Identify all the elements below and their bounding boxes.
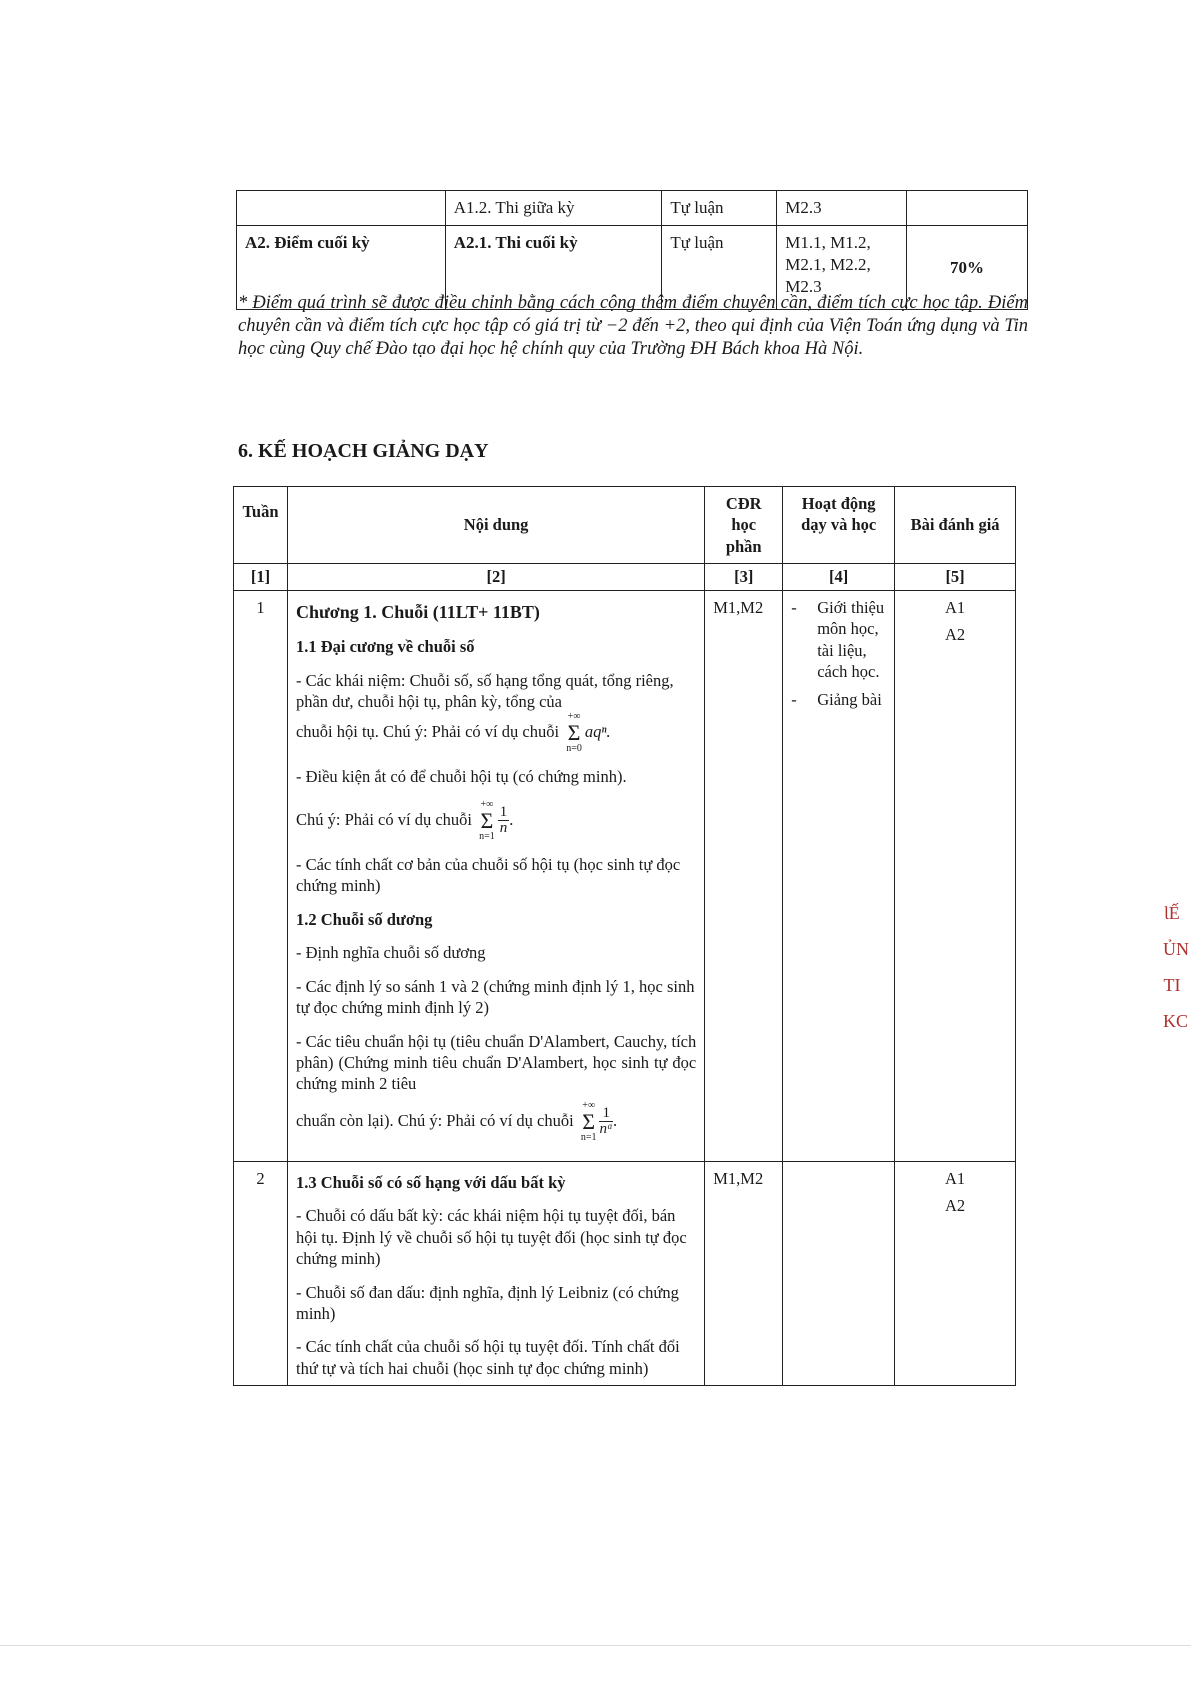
col-number: [3] [705, 564, 783, 590]
section-heading: 6. KẾ HOẠCH GIẢNG DẠY [238, 440, 489, 462]
assess-cell [237, 191, 446, 226]
col-header-content: Nội dung [287, 487, 704, 564]
content-item: - Chuỗi có dấu bất kỳ: các khái niệm hội tụ tuyệt đối, bán hội tụ. Định lý về chuỗi số hội tụ tuyệt đối (học sinh tự đọc chứng minh) [295, 1206, 687, 1269]
denominator: n [499, 820, 508, 837]
col-number: [1] [234, 564, 288, 590]
eval-cell [895, 590, 1016, 1161]
activity-list [791, 597, 886, 710]
sum-upper: +∞ [480, 798, 494, 810]
list-item: - Giảng bài [791, 689, 886, 710]
assess-cell: M2.3 [777, 191, 907, 226]
eval-item: A2 [944, 1196, 966, 1216]
content-text: chuẩn còn lại). Chú ý: Phải có ví dụ chuỗi [295, 1110, 574, 1130]
eval-item: A1 [944, 597, 966, 617]
cdr-line: M1.1, M1.2, [785, 233, 871, 253]
activity-cell [783, 590, 895, 1161]
sigma-icon: Σ [480, 807, 494, 833]
week-number: 2 [234, 1161, 288, 1386]
cdr-line: M2.1, M2.2, [785, 255, 871, 275]
summation-formula [566, 712, 582, 754]
margin-mark: ƖẾ [1164, 903, 1180, 923]
eval-cell [895, 1161, 1016, 1386]
numerator: 1 [499, 803, 508, 820]
content-text: chuỗi hội tụ. Chú ý: Phải có ví dụ chuỗi [295, 722, 560, 742]
teaching-plan-table [233, 486, 1016, 1386]
content-item: chuẩn còn lại). Chú ý: Phải có ví dụ chuỗi +∞ Σ n=1 $\frac{1}{\text{nᵅ}}$ . [295, 1099, 618, 1143]
chapter-title: Chương 1. Chuỗi (11LT+ 11BT) [295, 601, 540, 622]
number-row [234, 564, 1016, 590]
col-header-cdr: CĐR học phần [705, 487, 783, 564]
cdr-cell: M1,M2 [705, 1161, 783, 1386]
week-content [287, 1161, 704, 1386]
content-item [296, 712, 696, 754]
col-number: [2] [287, 564, 704, 590]
assess-cell: Tự luận [662, 226, 777, 310]
content-item: - Chuỗi số đan dấu: định nghĩa, định lý Leibniz (có chứng minh) [295, 1282, 679, 1324]
week-content [287, 590, 704, 1161]
sum-lower: n=1 [580, 1131, 597, 1143]
margin-mark: ỦN [1163, 939, 1189, 959]
sum-upper: +∞ [567, 711, 581, 723]
eval-item: A1 [944, 1168, 966, 1188]
col-number: [4] [783, 564, 895, 590]
activity-cell [783, 1161, 895, 1386]
sum-lower: n=1 [479, 830, 495, 842]
section-title: 1.3 Chuỗi số có số hạng với dấu bất kỳ [295, 1172, 566, 1192]
margin-mark: TI [1163, 975, 1181, 995]
col-header-week: Tuần [234, 487, 288, 564]
content-item: - Các tính chất của chuỗi số hội tụ tuyệt đối. Tính chất đổi thứ tự và tích hai chuỗi (học sinh tự đọc chứng minh) [295, 1337, 680, 1378]
list-item: - Giới thiệu môn học, tài liệu, cách học. [791, 597, 886, 683]
sum-lower: n=0 [566, 743, 582, 755]
assess-cell: A1.2. Thi giữa kỳ [445, 191, 662, 226]
weight-cell: 70% [907, 226, 1028, 310]
header-row [234, 487, 1016, 564]
eval-item: A2 [944, 625, 966, 645]
margin-marks [1163, 895, 1189, 1039]
col-number: [5] [895, 564, 1016, 590]
content-item: - Điều kiện ắt có để chuỗi hội tụ (có chứng minh). [295, 767, 627, 787]
sum-upper: +∞ [582, 1099, 596, 1111]
col-header-activity: Hoạt động dạy và học [783, 487, 895, 564]
content-item: Chú ý: Phải có ví dụ chuỗi +∞ Σ n=1 $\frac{1}{n}$ . [295, 798, 514, 842]
cdr-cell: M1,M2 [705, 590, 783, 1161]
col-header-eval: Bài đánh giá [895, 487, 1016, 564]
content-text: Chú ý: Phải có ví dụ chuỗi [295, 809, 472, 829]
assess-cell: A2. Điểm cuối kỳ [237, 226, 446, 310]
denominator: nᵅ [599, 1121, 613, 1138]
week-number: 1 [234, 590, 288, 1161]
content-item: - Các định lý so sánh 1 và 2 (chứng minh định lý 1, học sinh tự đọc chứng minh định lý 2) [295, 976, 695, 1018]
assess-cell [907, 191, 1028, 226]
summation-formula [479, 800, 495, 842]
margin-mark: KC [1163, 1011, 1189, 1031]
assess-cell: A2.1. Thi cuối kỳ [445, 226, 662, 310]
page-edge-line [0, 1645, 1191, 1646]
cdr-line: M2.3 [785, 277, 822, 297]
sigma-icon: Σ [567, 720, 581, 746]
sigma-icon: Σ [582, 1108, 596, 1134]
content-item: - Các tính chất cơ bản của chuỗi số hội tụ (học sinh tự đọc chứng minh) [295, 854, 681, 896]
week-row [234, 1161, 1016, 1386]
numerator: 1 [599, 1106, 612, 1123]
sum-term: aqⁿ. [584, 722, 611, 742]
content-item: - Các tiêu chuẩn hội tụ (tiêu chuẩn D'Alambert, Cauchy, tích phân) (Chứng minh tiêu chuẩn D'Alambert, học sinh tự đọc chứng minh 2 tiêu [295, 1031, 697, 1094]
section-title: 1.1 Đại cương về chuỗi số [295, 637, 475, 657]
assess-cell: Tự luận [662, 191, 777, 226]
table-row [237, 191, 1028, 226]
content-item: - Định nghĩa chuỗi số dương [295, 943, 486, 963]
summation-formula [581, 1101, 597, 1143]
fraction [599, 1106, 612, 1139]
content-item: - Các khái niệm: Chuỗi số, số hạng tổng quát, tổng riêng, phần dư, chuỗi hội tụ, phân kỳ, tổng của [295, 670, 674, 712]
grading-note: * Điểm quá trình sẽ được điều chỉnh bằng cách cộng thêm điểm chuyên cần, điểm tích cực học tập. Điểm chuyên cần và điểm tích cực học tập có giá trị từ −2 đến +2, theo qui định của Viện Toán ứng dụng và Tin học cùng Quy chế Đào tạo đại học hệ chính quy của Trường ĐH Bách khoa Hà Nội. [238, 293, 1028, 359]
fraction [498, 805, 510, 838]
week-row [234, 590, 1016, 1161]
section-title: 1.2 Chuỗi số dương [295, 909, 433, 929]
